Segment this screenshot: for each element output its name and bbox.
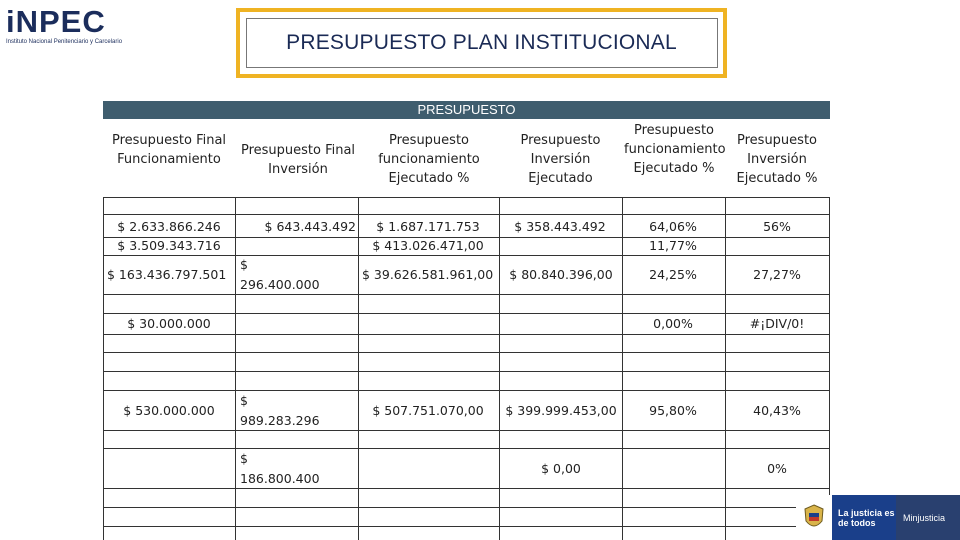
logo-name: iNPEC [6,4,106,39]
r4-col6: 40,43% [753,403,801,418]
inpec-logo [6,6,131,50]
r2-col2-currency: $ [240,257,248,272]
r2-col5: 24,25% [649,267,697,282]
r4-col2-currency: $ [240,393,248,408]
header-final-inversion: Presupuesto Final Inversión [240,143,356,177]
r5-col2-value: 186.800.400 [240,471,320,486]
r1-col4: $ 358.443.492 [514,219,606,234]
page-title: PRESUPUESTO PLAN INSTITUCIONAL [246,18,718,68]
r1b-col3: $ 413.026.471,00 [372,238,484,253]
r1b-col1: $ 3.509.343.716 [117,238,221,253]
logo-subtitle: Instituto Nacional Penitenciario y Carcelario [6,39,123,45]
title-frame [236,8,727,78]
r1-col6: 56% [763,219,791,234]
r1-col1: $ 2.633.866.246 [117,219,221,234]
r4-col1: $ 530.000.000 [123,403,215,418]
r4-col3: $ 507.751.070,00 [372,403,484,418]
r2-col3: $ 39.626.581.961,00 [362,267,494,282]
r5-col6: 0% [767,461,787,476]
header-final-funcionamiento: Presupuesto Final Funcionamiento [111,133,227,167]
header-funcionamiento-ejecutado: Presupuesto funcionamiento Ejecutado % [378,133,480,186]
r2-col6: 27,27% [753,267,801,282]
footer-slogan: La justicia es de todos [832,495,896,540]
r2-col4: $ 80.840.396,00 [509,267,613,282]
r4-col2-value: 989.283.296 [240,413,320,428]
header-inversion-ejecutado-pct: Presupuesto Inversión Ejecutado % [736,133,818,186]
r4-col4: $ 399.999.453,00 [505,403,617,418]
r3-col6: #¡DIV/0! [749,316,805,331]
r3-col5: 0,00% [653,316,693,331]
r2-col2-value: 296.400.000 [240,277,320,292]
r3-col1: $ 30.000.000 [127,316,211,331]
r1-col5: 64,06% [649,219,697,234]
r1b-col5: 11,77% [649,238,697,253]
r1-col3: $ 1.687.171.753 [376,219,480,234]
r1-col2: $ 643.443.492 [264,219,356,234]
r5-col2-currency: $ [240,451,248,466]
colombia-seal-icon [796,495,832,540]
r5-col4: $ 0,00 [541,461,581,476]
footer-ministry: Minjusticia [896,495,960,540]
r2-col1: $ 163.436.797.501 [107,267,227,282]
r4-col5: 95,80% [649,403,697,418]
table-band: PRESUPUESTO [103,101,830,119]
footer-branding [796,495,960,540]
header-inversion-ejecutado: Presupuesto Inversión Ejecutado [520,133,601,186]
header-funcionamiento-ejecutado-pct: Presupuesto funcionamiento Ejecutado % [624,123,726,176]
